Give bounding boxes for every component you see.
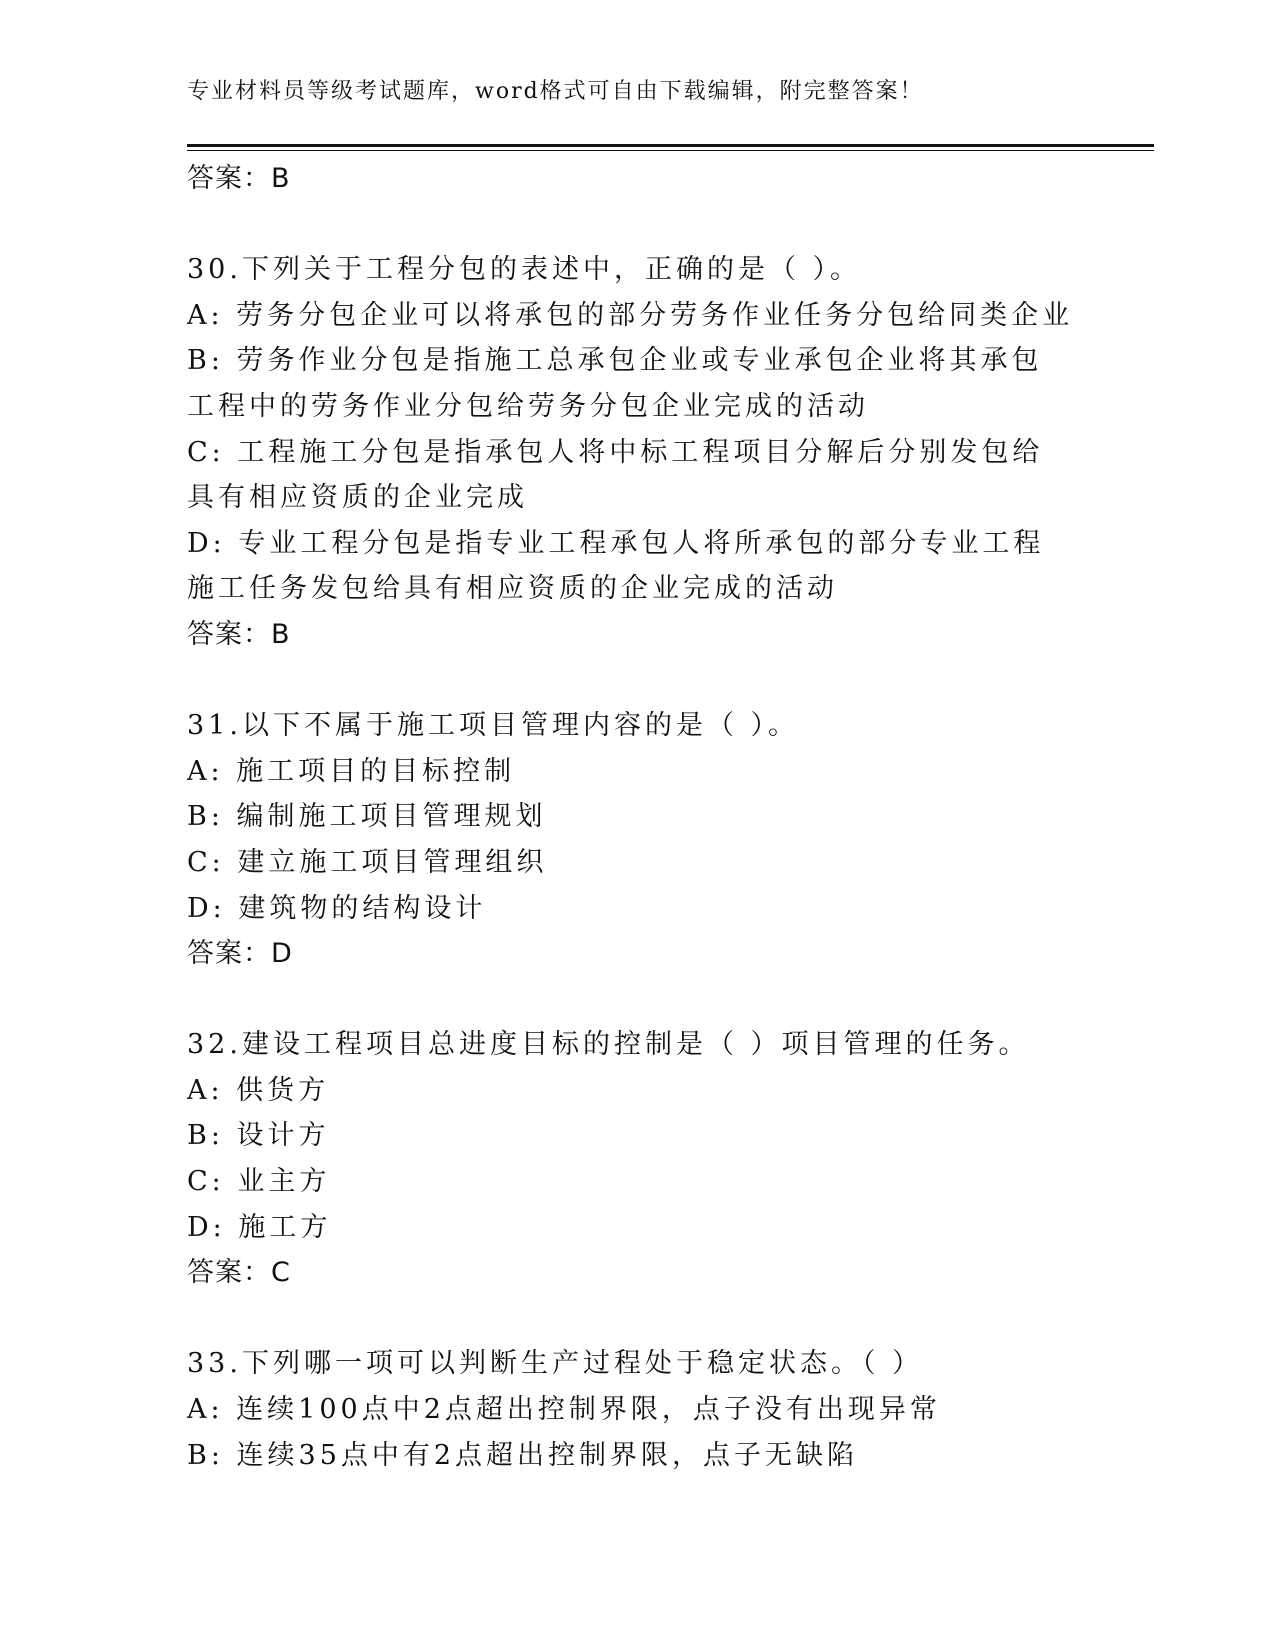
option-a: A: 劳务分包企业可以将承包的部分劳务作业任务分包给同类企业	[187, 299, 1074, 331]
page-header: 专业材料员等级考试题库，word格式可自由下载编辑，附完整答案！	[187, 79, 924, 104]
answer-line: 答案：D	[187, 938, 293, 970]
answer-line: 答案：B	[187, 618, 291, 650]
question-30	[187, 247, 1087, 657]
option-a: A: 供货方	[187, 1074, 330, 1106]
question-31	[187, 703, 1087, 977]
option-b: B: 编制施工项目管理规划	[187, 801, 547, 833]
question-stem: 33.下列哪一项可以判断生产过程处于稳定状态。（ ）	[187, 1348, 924, 1380]
option-b: B: 设计方	[187, 1120, 330, 1152]
answer-line: 答案：C	[187, 1257, 291, 1289]
answer-line: 答案：B	[187, 163, 291, 194]
option-c: C: 建立施工项目管理组织	[187, 846, 548, 878]
option-b: B: 劳务作业分包是指施工总承包企业或专业承包企业将其承包工程中的劳务作业分包给劳务分包企业完成的活动	[187, 345, 1043, 422]
question-32	[187, 1022, 1087, 1296]
question-stem: 30.下列关于工程分包的表述中，正确的是（ ）。	[187, 254, 862, 286]
option-d: D: 施工方	[187, 1211, 332, 1243]
question-33	[187, 1341, 1087, 1478]
option-a: A: 施工项目的目标控制	[187, 755, 516, 787]
question-list	[187, 156, 1087, 1478]
option-d: D: 建筑物的结构设计	[187, 892, 487, 924]
option-c: C: 工程施工分包是指承包人将中标工程项目分解后分别发包给具有相应资质的企业完成	[187, 436, 1044, 514]
header-rule-thick	[187, 144, 1154, 147]
option-d: D: 专业工程分包是指专业工程承包人将所承包的部分专业工程施工任务发包给具有相应资质的企业完成的活动	[187, 527, 1045, 605]
header-rule-thin	[187, 150, 1154, 151]
option-c: C: 业主方	[187, 1166, 331, 1198]
option-b: B: 连续35点中有2点超出控制界限，点子无缺陷	[187, 1439, 859, 1471]
question-stem: 32.建设工程项目总进度目标的控制是（ ）项目管理的任务。	[187, 1029, 1030, 1061]
option-a: A: 连续100点中2点超出控制界限，点子没有出现异常	[187, 1394, 941, 1426]
question-stem: 31.以下不属于施工项目管理内容的是（ ）。	[187, 710, 800, 742]
